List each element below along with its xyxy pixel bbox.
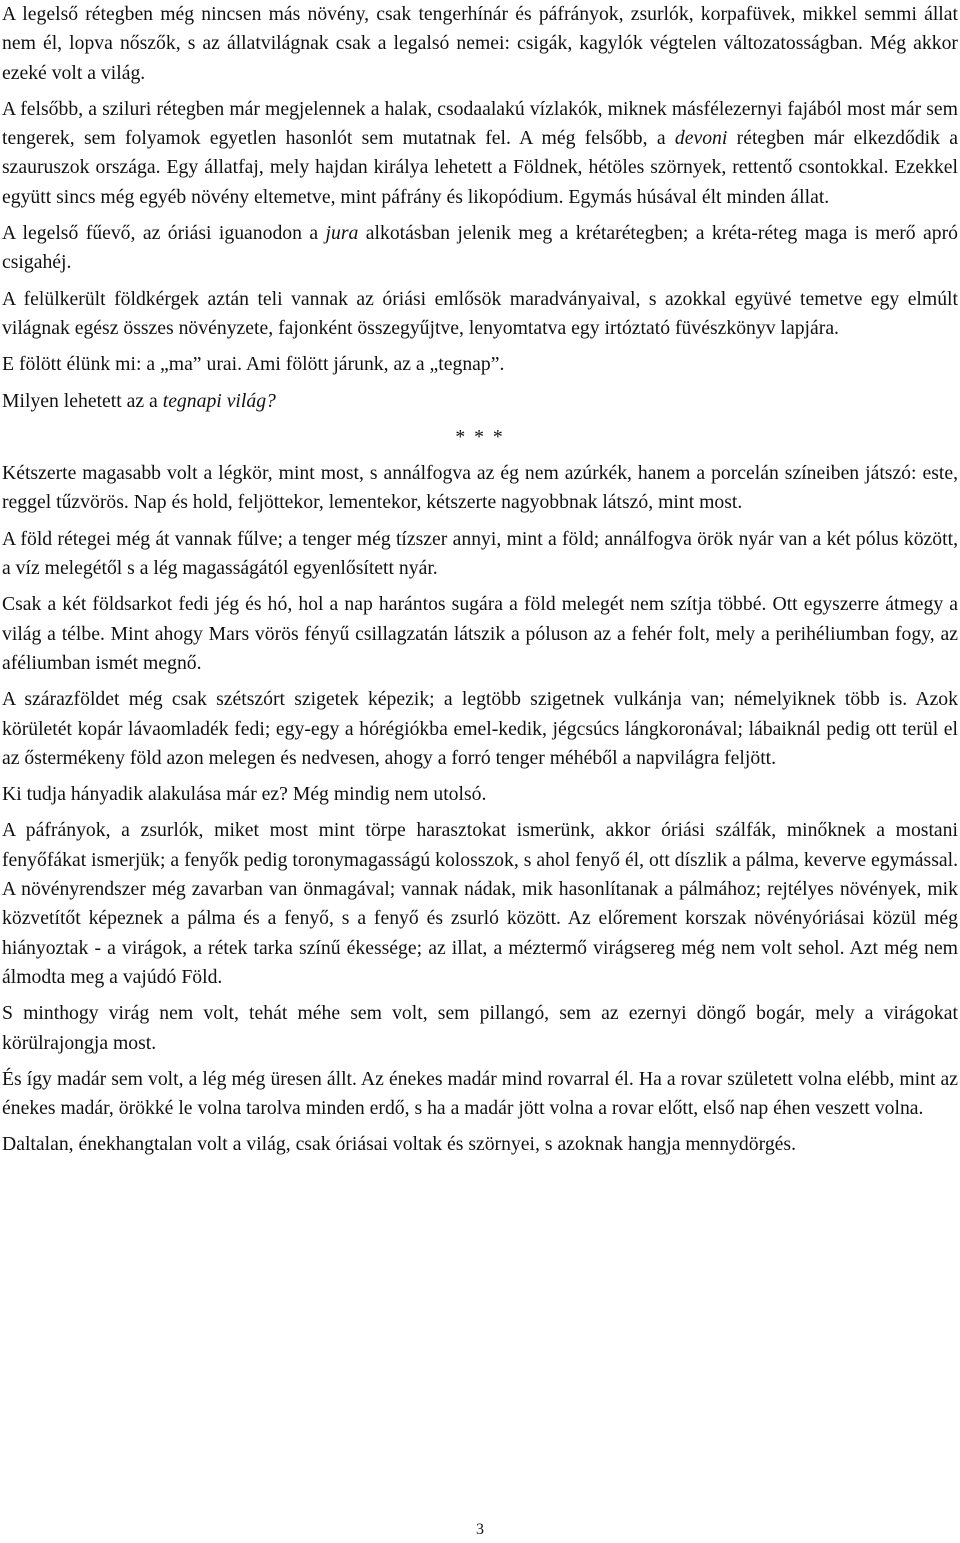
paragraph-ferns: A páfrányok, a zsurlók, miket most mint törpe harasztokat ismerünk, akkor óriási szálfák, minőknek a mostani fenyőfákat ismerjük; a fenyők pedig toronymagasságú kolosszok, s ahol fenyő él, ott díszlik a pálma, keverve egymással. A növényrendszer még zavarban van önmagával; vannak nádak, mik hasonlítanak a pálmához; rejtélyes növények, mik közvetítőt képeznek a pálma és a fenyő, s a fenyő és zsurló között. Az előrement korszak növényóriásai közül még hiányoztak - a virágok, a rétek tarka színű ékessége; az illat, a méztermő virágsereg még nem volt sehol. Azt még nem álmodta meg a vajúdó Föld. bbox=[2, 819, 958, 988]
paragraph-text: A legelső rétegben még nincsen más növény, csak tengerhínár és páfrányok, zsurlók, korpafüvek, mikkel semmi állat nem él, lopva nőszők, s az állatvilágnak csak a legalsó nemei: csigák, kagylók végtelen változatosságban. Még akkor ezeké volt a világ. bbox=[2, 3, 958, 84]
paragraph-no-birds: És így madár sem volt, a lég még üresen állt. Az énekes madár mind rovarral él. Ha a rovar született volna elébb, mint az énekes madár, örökké le volna tarolva minden erdő, s ha a madár jött volna a rovar előtt, első nap éhen veszett volna. bbox=[2, 1067, 958, 1120]
paragraph-silurian-devonian bbox=[2, 95, 958, 212]
paragraph-today bbox=[2, 350, 958, 379]
document-body bbox=[2, 0, 958, 1160]
paragraph-text: A felsőbb, a sziluri rétegben már megjelennek a halak, csodaalakú vízlakók, miknek másfélezernyi fajából most már sem tengerek, sem folyamok egyetlen hasonlót sem mutatnak fel. A még felsőbb, a bbox=[2, 97, 958, 150]
paragraph-question bbox=[2, 387, 958, 416]
paragraph-atmosphere: Kétszerte magasabb volt a légkör, mint most, s annálfogva az ég nem azúrkék, hanem a porcelán színeiben játszó: este, reggel tűzvörös. Nap és hold, feljöttekor, lementekor, kétszerte nagyobbnak látszó, mint most. bbox=[2, 462, 958, 514]
paragraph-text: Milyen lehetett az a bbox=[2, 389, 163, 412]
term-devoni: devoni bbox=[674, 127, 728, 150]
paragraph-which-formation: Ki tudja hányadik alakulása már ez? Még mindig nem utolsó. bbox=[2, 783, 487, 806]
paragraph-text: alkotásban jelenik meg a krétarétegben; a kréta-réteg maga is merő apró csigahéj. bbox=[2, 222, 958, 274]
term-jura: jura bbox=[325, 222, 359, 245]
term-tegnapi-vilag: tegnapi világ? bbox=[162, 389, 276, 412]
paragraph-jura bbox=[2, 219, 958, 278]
paragraph-text: E fölött élünk mi: a „ma” urai. Ami fölött járunk, az a „tegnap”. bbox=[2, 353, 505, 376]
paragraph-no-flowers: S minthogy virág nem volt, tehát méhe sem volt, sem pillangó, sem az ezernyi döngő bogár, mely a virágokat körülrajongja most. bbox=[2, 1002, 958, 1054]
page-number: 3 bbox=[476, 1521, 484, 1538]
paragraph-text: A legelső fűevő, az óriási iguanodon a bbox=[2, 222, 326, 245]
paragraph-text: A felülkerült földkérgek aztán teli vannak az óriási emlősök maradványaival, s azokkal együvé temetve egy elmúlt világnak egész összes növényzete, fajonként összegyűjtve, lenyomtatva egy irtóztató füvészkönyv lapjára. bbox=[2, 287, 958, 339]
paragraph-text: rétegben már elkezdődik a szauruszok országa. Egy állatfaj, mely hajdan királya lehetett a Földnek, hétöles szörnyek, rettentő csontokkal. Ezekkel együtt sincs még egyéb növény eltemetve, mint páfrány és likopódium. Egymás húsával élt minden állat. bbox=[2, 127, 958, 208]
section-separator: * * * bbox=[455, 425, 505, 448]
paragraph-poles: Csak a két földsarkot fedi jég és hó, hol a nap harántos sugára a föld melegét nem szítja többé. Ott egyszerre átmegy a világ a télbe. Mint ahogy Mars vörös fényű csillagzatán látszik a póluson az a fehér folt, mely a perihéliumban fogy, az aféliumban ismét megnő. bbox=[2, 593, 958, 674]
paragraph-earth-layers: A föld rétegei még át vannak fűlve; a tenger még tízszer annyi, mint a föld; annálfogva örök nyár van a két pólus között, a víz melegétől s a lég magasságától egyenlősített nyár. bbox=[2, 527, 958, 580]
paragraph-islands: A szárazföldet még csak szétszórt szigetek képezik; a legtöbb szigetnek vulkánja van; némelyiknek több is. Azok körületét kopár lávaomladék fedi; egy-egy a hórégiókba emel-kedik, jégcsúcs lángkoronával; lábaiknál pedig ott terül el az őstermékeny föld azon melegen és nedvesen, ahogy a forró tenger méhéből a napvilágra feljött. bbox=[2, 688, 958, 769]
paragraph-first-layer bbox=[2, 0, 958, 88]
paragraph-songless: Daltalan, énekhangtalan volt a világ, csak óriásai voltak és szörnyei, s azoknak hangja mennydörgés. bbox=[2, 1133, 796, 1156]
paragraph-upper-crust bbox=[2, 285, 958, 344]
